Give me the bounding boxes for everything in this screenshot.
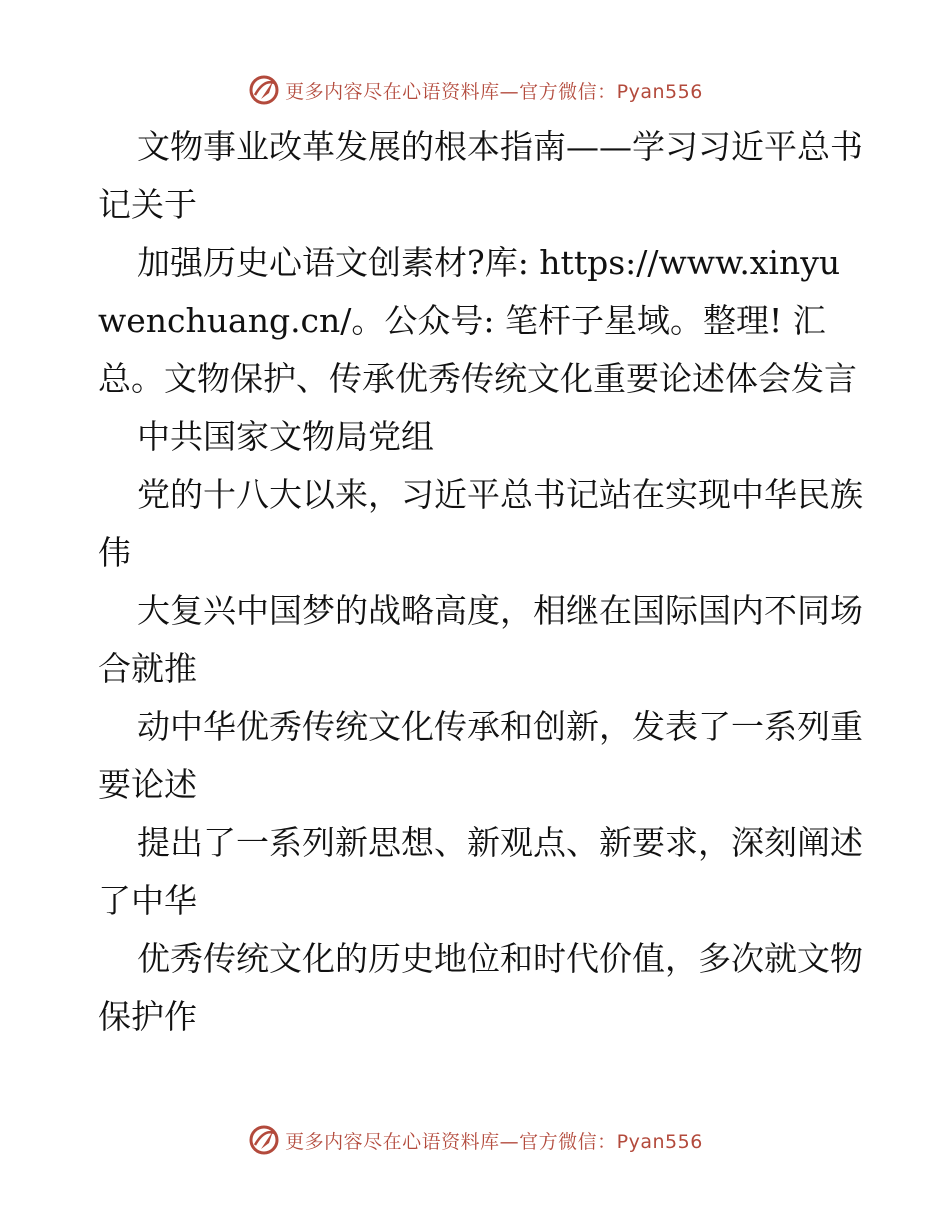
footer-watermark-banner <box>0 1120 950 1160</box>
footer-watermark-text: 更多内容尽在心语资料库—官方微信：Pyan556 <box>285 1130 703 1153</box>
document-title: 文物事业改革发展的根本指南——学习习近平总书记关于 <box>98 127 863 224</box>
author-line: 中共国家文物局党组 <box>137 417 434 456</box>
body-paragraph: 党的十八大以来，习近平总书记站在实现中华民族伟 <box>98 475 863 572</box>
source-note-paragraph: 加强历史心语文创素材?库: https://www.xinyuwenchuang.cn/。公众号: 笔杆子星域。整理! 汇总。文物保护、传承优秀传统文化重要论述体会发言 <box>98 243 857 398</box>
quill-swirl-logo-icon <box>247 1123 281 1157</box>
body-paragraph: 优秀传统文化的历史地位和时代价值，多次就文物保护作 <box>98 939 863 1036</box>
header-watermark-banner <box>0 70 950 110</box>
body-paragraph: 大复兴中国梦的战略高度，相继在国际国内不同场合就推 <box>98 591 863 688</box>
body-paragraph: 动中华优秀传统文化传承和创新，发表了一系列重要论述 <box>98 707 863 804</box>
quill-swirl-logo-icon <box>247 73 281 107</box>
body-paragraph: 提出了一系列新思想、新观点、新要求，深刻阐述了中华 <box>98 823 863 920</box>
document-body <box>98 118 868 1046</box>
header-watermark-text: 更多内容尽在心语资料库—官方微信：Pyan556 <box>285 80 703 103</box>
